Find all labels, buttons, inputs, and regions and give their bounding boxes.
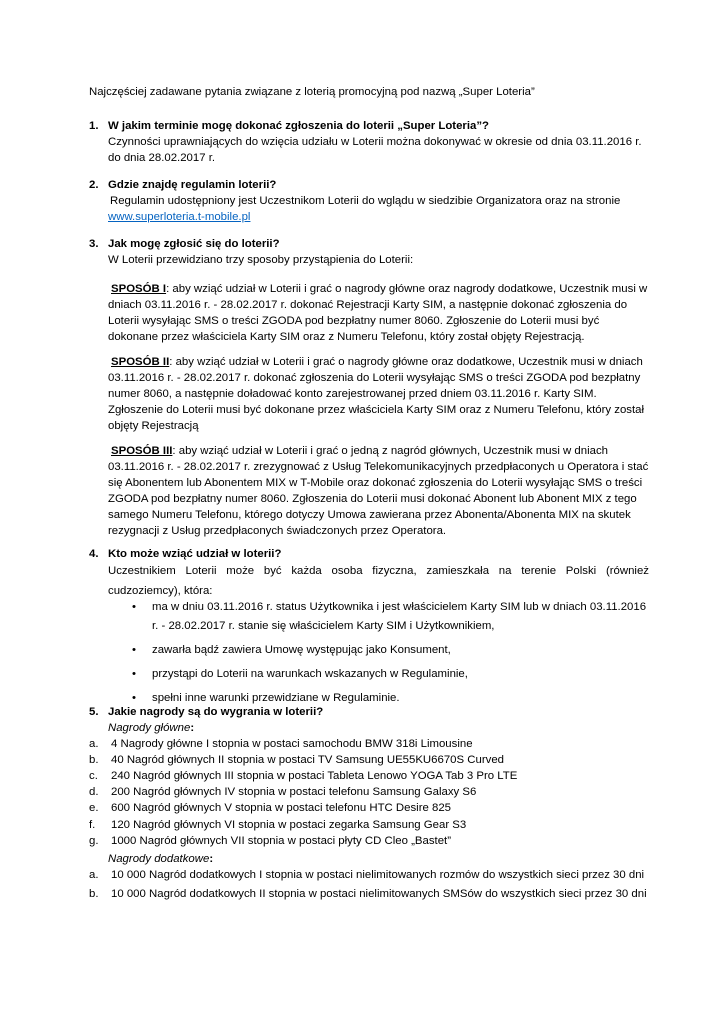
question-number: 1.	[89, 120, 99, 132]
method-label: SPOSÓB I	[111, 283, 167, 295]
list-item: a. 4 Nagrody główne I stopnia w postaci samochodu BMW 318i Limousine	[89, 738, 473, 751]
question-answer: Uczestnikiem Loterii może być każda osoba fizyczna, zamieszkała na terenie Polski (również cudzoziemcy), która:	[108, 565, 649, 597]
list-item: b. 40 Nagród głównych II stopnia w postaci TV Samsung UE55KU6670S Curved	[89, 754, 504, 767]
list-item: • ma w dniu 03.11.2016 r. status Użytkownika i jest właścicielem Karty SIM lub w dniach 03.11.2016 r. - 28.02.2017 r. stanie się właścicielem Karty SIM i Użytkownikiem,	[108, 598, 649, 636]
method-label: SPOSÓB II	[111, 356, 170, 368]
list-item: • spełni inne warunki przewidziane w Regulaminie.	[108, 689, 649, 708]
main-prizes-section: Nagrody główne: a. 4 Nagrody główne I stopnia w postaci samochodu BMW 318i Limousine b. 40 Nagród głównych II stopnia w postaci TV Samsung UE55KU6670S Curved c. 240 Nagród głównych III stopnia w postaci Tableta Lenowo YOGA Tab 3 Pro LTE d. 200 Nagród głównych IV stopnia w postaci telefonu Samsung Galaxy S6 e. 600 Nagród głównych V stopnia w postaci telefonu HTC Desire 825 f. 120 Nagród głównych VI stopnia w postaci zegarka Samsung Gear S3 g. 1000 Nagród głównych VII stopnia w postaci płyty CD Cleo „Bastet”	[108, 720, 649, 849]
extra-prizes-section: Nagrody dodatkowe: a. 10 000 Nagród dodatkowych I stopnia w postaci nielimitowanych rozmów do wszystkich sieci przez 30 dni b. 10 000 Nagród dodatkowych II stopnia w postaci nielimitowanych SMSów do wszystkich sieci przez 30 dni	[108, 851, 649, 902]
list-item: a. 10 000 Nagród dodatkowych I stopnia w postaci nielimitowanych rozmów do wszystkich sieci przez 30 dni	[89, 869, 645, 882]
list-item: d. 200 Nagród głównych IV stopnia w postaci telefonu Samsung Galaxy S6	[89, 786, 477, 799]
method-1-paragraph	[108, 281, 649, 345]
bullet-icon: •	[132, 644, 136, 656]
question-number: 5.	[89, 706, 99, 718]
question-title: Jakie nagrody są do wygrania w loterii?	[108, 706, 324, 718]
method-text: : aby wziąć udział w Loterii i grać o nagrody główne oraz dodatkowe, Uczestnik musi w dniach 03.11.2016 r. - 28.02.2017 r. dokonać zgłoszenia do Loterii wysyłając SMS o treści ZGODA pod bezpłatny numer 8060, a następnie doładować konto zarejestrowanej przed dniem 03.11.2016 r. Karty SIM. Zgłoszenie do Loterii musi być dokonane przez właściciela Karty SIM oraz z Numeru Telefonu, który został objęty Rejestracją	[108, 356, 645, 433]
bullet-icon: •	[132, 668, 136, 680]
eligibility-list	[108, 598, 649, 713]
question-answer: W Loterii przewidziano trzy sposoby przystąpienia do Loterii:	[108, 254, 414, 266]
question-title: W jakim terminie mogę dokonać zgłoszenia do loterii „Super Loteria”?	[108, 120, 490, 132]
list-item: • zawarła bądź zawiera Umowę występując jako Konsument,	[108, 641, 649, 660]
question-answer: Czynności uprawniających do wzięcia udziału w Loterii można dokonywać w okresie od dnia 03.11.2016 r. do dnia 28.02.2017 r.	[108, 136, 642, 165]
list-item: b. 10 000 Nagród dodatkowych II stopnia w postaci nielimitowanych SMSów do wszystkich sieci przez 30 dni	[89, 888, 647, 901]
method-2-paragraph	[108, 354, 649, 434]
list-item: g. 1000 Nagród głównych VII stopnia w postaci płyty CD Cleo „Bastet”	[89, 834, 451, 847]
list-item: • przystąpi do Loterii na warunkach wskazanych w Regulaminie,	[108, 665, 649, 684]
method-text: : aby wziąć udział w Loterii i grać o nagrody główne oraz nagrody dodatkowe, Uczestnik musi w dniach 03.11.2016 r. - 28.02.2017 r. dokonać Rejestracji Karty SIM, a następnie dokonać zgłoszenia do Loterii wysyłając SMS o treści ZGODA pod bezpłatny numer 8060. Zgłoszenie do Loterii musi być dokonane przez właściciela Karty SIM oraz z Numeru Telefonu, który został objęty Rejestracją.	[108, 283, 648, 344]
bullet-icon: •	[132, 601, 136, 613]
method-text: : aby wziąć udział w Loterii i grać o jedną z nagród głównych, Uczestnik musi w dniach 03.11.2016 r. - 28.02.2017 r. zrezygnować z Usług Telekomunikacyjnych przedpłaconych u Operatora i stać się Abonentem lub Abonentem MIX w T-Mobile oraz dokonać zgłoszenia do Loterii wysyłając SMS o treści ZGODA pod bezpłatny numer 8060. Zgłoszenia do Loterii musi dokonać Abonent lub Abonent MIX z tego samego Numeru Telefonu, którego dotyczy Umowa zawierana przez Abonenta/Abonenta MIX na skutek rezygnacji z Usług przedpłaconych świadczonych przez Operatora.	[108, 445, 649, 538]
main-prizes-heading: Nagrody główne	[108, 722, 191, 734]
regulations-link[interactable]: www.superloteria.t-mobile.pl	[108, 211, 251, 223]
method-label: SPOSÓB III	[111, 445, 173, 457]
extra-prizes-heading: Nagrody dodatkowe	[108, 853, 210, 865]
list-item: e. 600 Nagród głównych V stopnia w postaci telefonu HTC Desire 825	[89, 802, 452, 815]
list-item: c. 240 Nagród głównych III stopnia w postaci Tableta Lenowo YOGA Tab 3 Pro LTE	[89, 770, 518, 783]
question-number: 2.	[89, 179, 99, 191]
question-title: Jak mogę zgłosić się do loterii?	[108, 238, 280, 250]
question-title: Kto może wziąć udział w loterii?	[108, 548, 282, 560]
question-number: 3.	[89, 238, 99, 250]
main-prizes-list	[89, 736, 649, 849]
intro-text: Najczęściej zadawane pytania związane z loterią promocyjną pod nazwą „Super Loteria”	[89, 86, 535, 98]
method-3-paragraph	[108, 443, 649, 540]
question-title: Gdzie znajdę regulamin loterii?	[108, 179, 277, 191]
list-item: f. 120 Nagród głównych VI stopnia w postaci zegarka Samsung Gear S3	[89, 818, 467, 831]
bullet-icon: •	[132, 692, 136, 704]
question-answer: Regulamin udostępniony jest Uczestnikom Loterii do wglądu w siedzibie Organizatora oraz na stronie	[110, 195, 621, 207]
extra-prizes-list	[89, 867, 649, 902]
question-number: 4.	[89, 548, 99, 560]
